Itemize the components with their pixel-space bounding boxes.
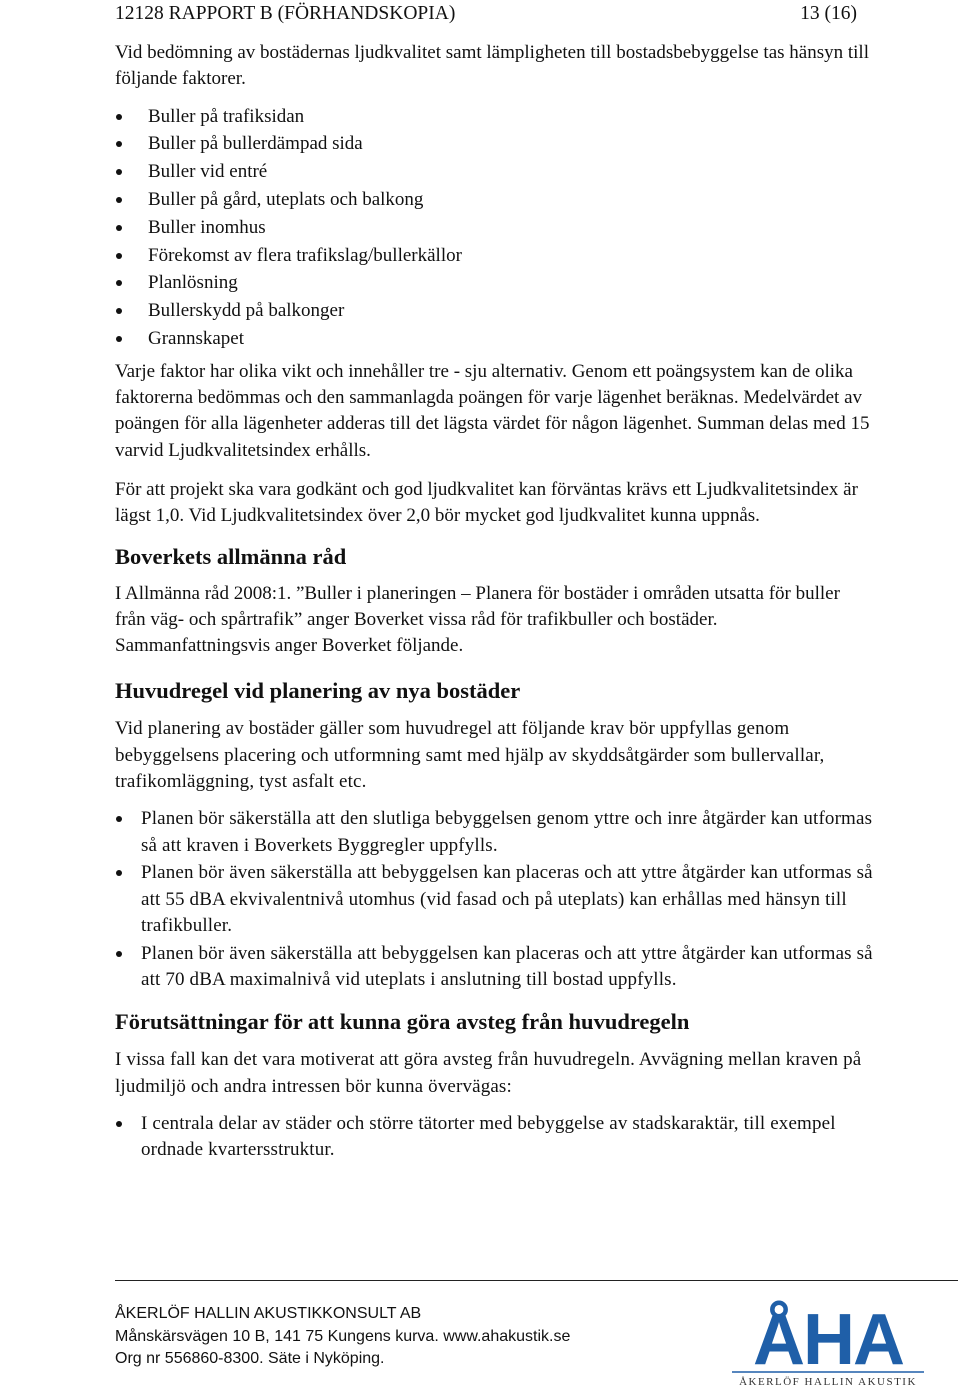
list-item: Planen bör säkerställa att den slutliga bebyggelsen genom yttre och inre åtgärder kan utformas så att kraven i Boverkets Byggregler uppfylls. — [115, 806, 875, 859]
logo-letters: ÅHA — [753, 1300, 903, 1380]
list-item: Planen bör även säkerställa att bebyggelsen kan placeras och att yttre åtgärder kan utformas så att 55 dBA ekvivalentnivå utomhus (vid fasad och på uteplats) kan erhållas med hänsyn till trafikbuller. — [115, 860, 875, 939]
heading-forutsattningar: Förutsättningar för att kunna göra avsteg från huvudregeln — [115, 1009, 690, 1035]
page-content — [115, 40, 875, 1165]
list-item: Buller på bullerdämpad sida — [115, 130, 875, 158]
aha-logo-icon — [728, 1292, 928, 1387]
points-paragraph: Varje faktor har olika vikt och innehåller tre - sju alternativ. Genom ett poängsystem kan de olika faktorerna bedömmas och den sammanlagda poängen för varje lägenhet beräknas. Medelvärdet av poängen för alla lägenheter adderas till det lägsta värdet för någon lägenhet. Summan delas med 15 varvid Ljudkvalitetsindex erhålls. — [115, 360, 870, 461]
footer-divider — [115, 1280, 958, 1281]
list-item: Buller på gård, uteplats och balkong — [115, 186, 875, 214]
list-item: Förekomst av flera trafikslag/bullerkällor — [115, 242, 875, 270]
forutsattningar-paragraph: I vissa fall kan det vara motiverat att göra avsteg från huvudregeln. Avvägning mellan kraven på ljudmiljö och andra intressen bör kunna övervägas: — [115, 1049, 862, 1097]
huvudregel-paragraph: Vid planering av bostäder gäller som huvudregel att följande krav bör uppfyllas genom bebyggelsens placering och utformning samt med hjälp av skyddsåtgärder som bullervallar, trafikomläggning, tyst asfalt etc. — [115, 718, 825, 793]
factor-list — [115, 103, 875, 353]
list-item: Planlösning — [115, 269, 875, 297]
list-item: Planen bör även säkerställa att bebyggelsen kan placeras och att yttre åtgärder kan utformas så att 70 dBA maximalnivå vid uteplats i anslutning till bostad uppfylls. — [115, 941, 875, 994]
list-item: Buller inomhus — [115, 214, 875, 242]
spacer — [115, 464, 875, 477]
huvudregel-list — [115, 806, 875, 993]
page-header — [115, 3, 857, 25]
heading-boverket: Boverkets allmänna råd — [115, 543, 347, 569]
page-footer — [115, 1303, 570, 1371]
list-item: Bullerskydd på balkonger — [115, 297, 875, 325]
logo-tagline: ÅKERLÖF HALLIN AKUSTIK — [739, 1376, 917, 1387]
heading-huvudregel: Huvudregel vid planering av nya bostäder — [115, 678, 521, 704]
footer-company: ÅKERLÖF HALLIN AKUSTIKKONSULT AB — [115, 1305, 422, 1322]
footer-address: Månskärsvägen 10 B, 141 75 Kungens kurva. www.ahakustik.se — [115, 1327, 571, 1345]
list-item: Buller på trafiksidan — [115, 103, 875, 131]
boverket-paragraph: I Allmänna råd 2008:1. ”Buller i planeringen – Planera för bostäder i områden utsatta för buller från väg- och spårtrafik” anger Boverket vissa råd för trafikbuller och bostäder. Sammanfattningsvis anger Boverket följande. — [115, 582, 840, 657]
list-item: Buller vid entré — [115, 158, 875, 186]
list-item: Grannskapet — [115, 325, 875, 353]
approval-paragraph: För att projekt ska vara godkänt och god ljudkvalitet kan förväntas krävs ett Ljudkvalitetsindex är lägst 1,0. Vid Ljudkvalitetsindex över 2,0 bör mycket god ljudkvalitet kunna uppnås. — [115, 478, 858, 527]
intro-paragraph: Vid bedömning av bostädernas ljudkvalitet samt lämpligheten till bostadsbebyggelse tas hänsyn till följande faktorer. — [115, 42, 869, 90]
forutsattningar-list — [115, 1111, 875, 1164]
report-title: 12128 RAPPORT B (FÖRHANDSKOPIA) — [115, 3, 456, 24]
footer-org: Org nr 556860-8300. Säte i Nyköping. — [115, 1350, 385, 1367]
list-item: I centrala delar av städer och större tätorter med bebyggelse av stadskaraktär, till exempel ordnade kvartersstruktur. — [115, 1111, 875, 1164]
page-number: 13 (16) — [800, 3, 857, 24]
